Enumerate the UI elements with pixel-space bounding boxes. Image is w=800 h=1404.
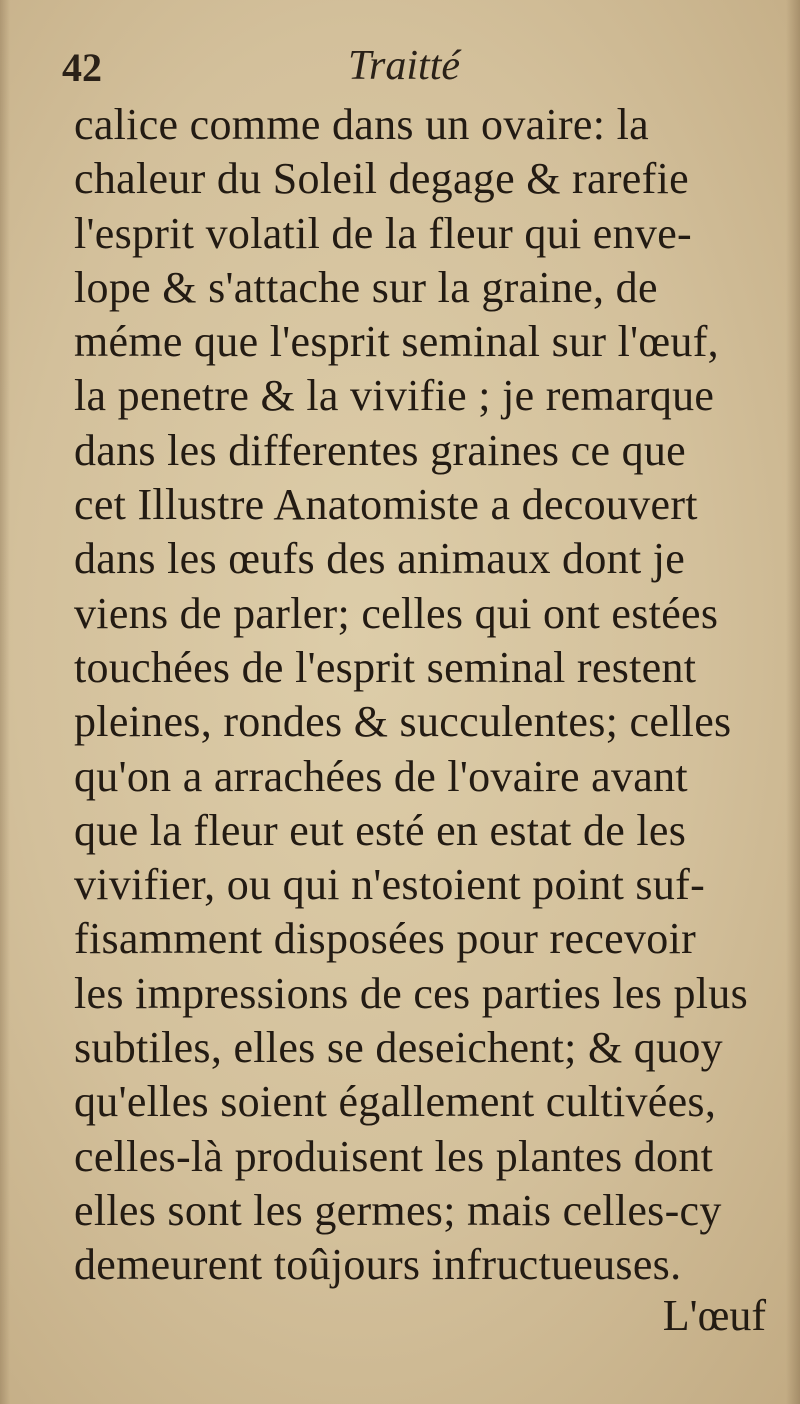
text-line: la penetre & la vivifie ; je remarque <box>74 371 715 421</box>
text-line: que la fleur eut esté en estat de les <box>74 805 687 855</box>
text-line: demeurent toûjours infructueuses. <box>74 1240 682 1290</box>
catchword: L'œuf <box>662 1291 766 1340</box>
text-line: subtiles, elles se deseichent; & quoy <box>74 1023 723 1073</box>
page-shadow-left <box>0 0 10 1404</box>
text-line: cet Illustre Anatomiste a decouvert <box>74 480 698 530</box>
page-shadow-right <box>786 0 800 1404</box>
running-head: Traitté <box>348 43 461 89</box>
page-number: 42 <box>62 45 102 90</box>
text-line: dans les differentes graines ce que <box>74 425 686 475</box>
text-line: qu'on a arrachées de l'ovaire avant <box>74 751 688 801</box>
text-line: celles-là produisent les plantes dont <box>74 1131 714 1181</box>
text-line: pleines, rondes & succulentes; celles <box>74 697 732 747</box>
text-line: qu'elles soient égallement cultivées, <box>74 1077 717 1127</box>
body-text <box>74 98 774 1293</box>
text-line: vivifier, ou qui n'estoient point suf- <box>74 860 706 910</box>
text-line: méme que l'esprit seminal sur l'œuf, <box>74 317 719 367</box>
page-header <box>0 40 800 100</box>
text-line: touchées de l'esprit seminal restent <box>74 642 697 692</box>
text-line: dans les œufs des animaux dont je <box>74 534 686 584</box>
text-line: lope & s'attache sur la graine, de <box>74 262 658 312</box>
text-line: l'esprit volatil de la fleur qui enve- <box>74 208 693 258</box>
text-line: calice comme dans un ovaire: la <box>74 100 649 149</box>
text-line: viens de parler; celles qui ont estées <box>74 588 719 638</box>
text-line: elles sont les germes; mais celles-cy <box>74 1185 722 1235</box>
text-line: chaleur du Soleil degage & rarefie <box>74 154 689 204</box>
text-line: fisamment disposées pour recevoir <box>74 914 697 964</box>
text-line: les impressions de ces parties les plus <box>74 968 749 1018</box>
